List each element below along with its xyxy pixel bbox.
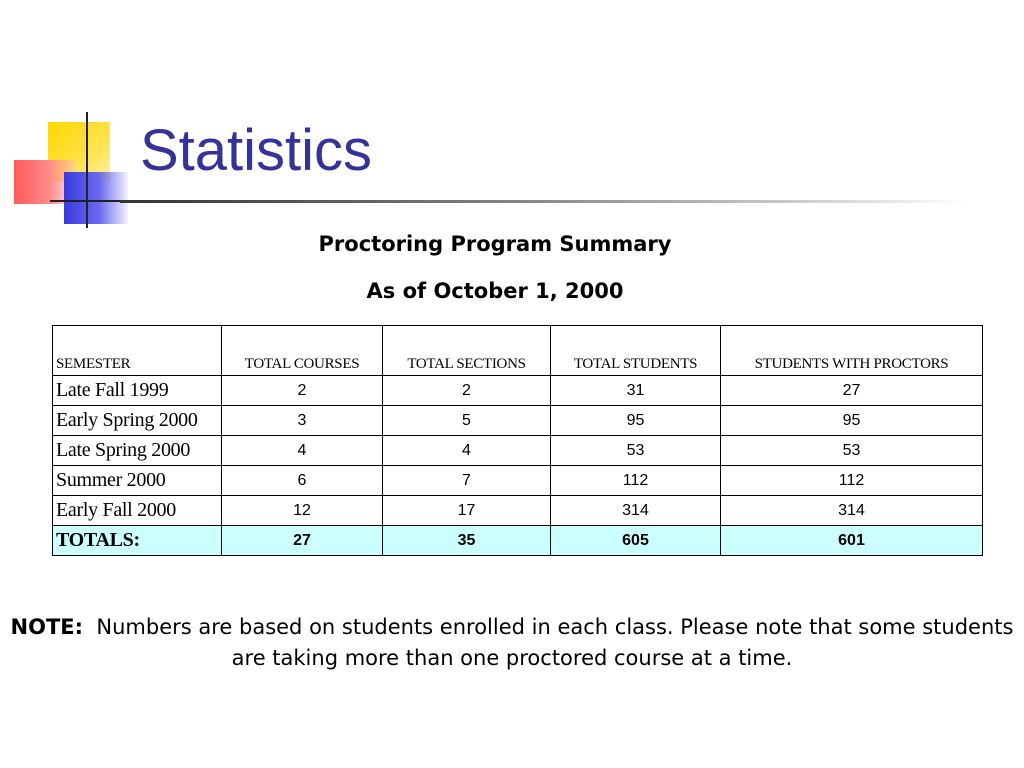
total-sections-cell: 17 (383, 496, 551, 526)
students-with-proctors-cell: 53 (721, 436, 983, 466)
table-header-row (53, 326, 983, 376)
semester-cell: Late Spring 2000 (53, 436, 222, 466)
column-header-students-with-proctors: STUDENTS WITH PROCTORS (721, 326, 983, 376)
students-with-proctors-cell: 27 (721, 376, 983, 406)
table-row (53, 466, 983, 496)
semester-cell: Late Fall 1999 (53, 376, 222, 406)
title-underline-rule (120, 200, 970, 203)
column-header-total-sections: TOTAL SECTIONS (383, 326, 551, 376)
semester-cell: Summer 2000 (53, 466, 222, 496)
note-label: NOTE: (10, 615, 84, 639)
total-sections-cell: 4 (383, 436, 551, 466)
table-title: Proctoring Program Summary (318, 232, 672, 256)
logo-vertical-line (86, 112, 88, 228)
logo-blue-square (64, 172, 128, 224)
total-students-cell: 31 (551, 376, 721, 406)
total-sections-cell: 7 (383, 466, 551, 496)
table-row (53, 436, 983, 466)
table-date: As of October 1, 2000 (366, 279, 624, 303)
proctoring-summary-table (52, 325, 983, 556)
totals-label: TOTALS: (53, 526, 222, 556)
total-students-cell: 53 (551, 436, 721, 466)
column-header-total-courses: TOTAL COURSES (222, 326, 383, 376)
page-title: Statistics (140, 118, 373, 183)
total-sections-cell: 2 (383, 376, 551, 406)
table-row (53, 376, 983, 406)
totals-students-cell: 605 (551, 526, 721, 556)
total-courses-cell: 6 (222, 466, 383, 496)
totals-row (53, 526, 983, 556)
total-courses-cell: 4 (222, 436, 383, 466)
totals-students-with-proctors-cell: 601 (721, 526, 983, 556)
total-students-cell: 95 (551, 406, 721, 436)
table-row (53, 406, 983, 436)
column-header-total-students: TOTAL STUDENTS (551, 326, 721, 376)
students-with-proctors-cell: 112 (721, 466, 983, 496)
note-text: Numbers are based on students enrolled in each class. Please note that some students are taking more than one proctored course at a time. (96, 615, 1014, 670)
students-with-proctors-cell: 95 (721, 406, 983, 436)
semester-cell: Early Spring 2000 (53, 406, 222, 436)
total-courses-cell: 3 (222, 406, 383, 436)
total-students-cell: 112 (551, 466, 721, 496)
total-students-cell: 314 (551, 496, 721, 526)
total-courses-cell: 2 (222, 376, 383, 406)
totals-courses-cell: 27 (222, 526, 383, 556)
totals-sections-cell: 35 (383, 526, 551, 556)
semester-cell: Early Fall 2000 (53, 496, 222, 526)
total-sections-cell: 5 (383, 406, 551, 436)
footnote (0, 612, 1024, 674)
table-row (53, 496, 983, 526)
students-with-proctors-cell: 314 (721, 496, 983, 526)
column-header-semester: SEMESTER (53, 326, 222, 376)
total-courses-cell: 12 (222, 496, 383, 526)
